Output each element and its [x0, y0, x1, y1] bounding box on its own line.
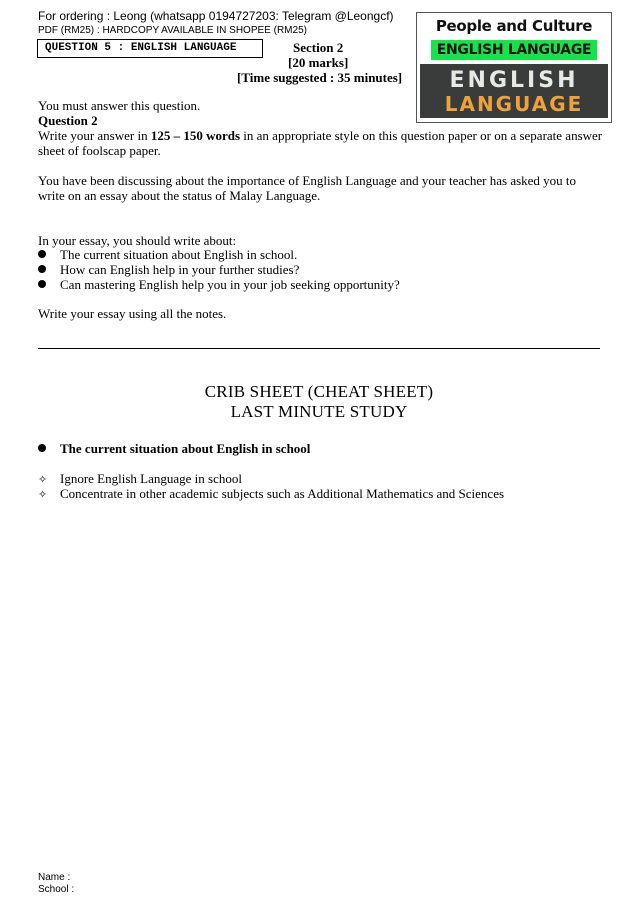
word-count-instruction [38, 128, 603, 158]
essay-intro: In your essay, you should write about: [38, 233, 237, 248]
bullet-icon [38, 265, 46, 273]
time-suggested: [Time suggested : 35 minutes] [237, 70, 403, 85]
question-heading: Question 2 [38, 113, 98, 128]
english-language-logo [416, 12, 612, 123]
list-item: Can mastering English help you in your job seeking opportunity? [38, 277, 400, 293]
bullet-icon [38, 444, 46, 452]
word-range: 125 – 150 words [150, 128, 241, 143]
bullet-icon [38, 250, 46, 258]
list-item: How can English help in your further studies? [38, 262, 299, 278]
crib-title: CRIB SHEET (CHEAT SHEET) [204, 382, 434, 401]
closing-instruction: Write your essay using all the notes. [38, 306, 227, 321]
section-divider [38, 348, 600, 349]
ordering-info: For ordering : Leong (whatsapp 0194727203: Telegram @Leongcf) [38, 9, 394, 23]
chalkboard-image [420, 64, 608, 118]
section-label: Section 2 [293, 40, 344, 55]
crib-section-heading: The current situation about English in school [38, 441, 310, 457]
four-point-star-icon: ✧ [38, 488, 48, 501]
bullet-icon [38, 280, 46, 288]
chalkboard-text-language: LANGUAGE [444, 92, 584, 116]
list-item: The current situation about English in school. [38, 247, 297, 263]
write-prefix: Write your answer in [38, 128, 151, 143]
crib-subtitle: LAST MINUTE STUDY [230, 402, 408, 421]
name-label: Name : [38, 872, 71, 883]
essay-context: You have been discussing about the importance of English Language and your teacher has asked you to write on an essay about the status of Malay Language. [38, 173, 577, 203]
school-label: School : [38, 884, 75, 895]
list-item: ✧ Ignore English Language in school [38, 471, 242, 486]
chalkboard-text-english: ENGLISH [449, 68, 579, 93]
marks-label: [20 marks] [288, 55, 349, 70]
list-item: ✧ Concentrate in other academic subjects such as Additional Mathematics and Sciences [38, 486, 505, 501]
logo-title: People and Culture [435, 17, 593, 35]
four-point-star-icon: ✧ [38, 473, 48, 486]
pdf-info: PDF (RM25) : HARDCOPY AVAILABLE IN SHOPEE (RM25) [38, 25, 307, 36]
must-answer-text: You must answer this question. [38, 98, 201, 113]
question-label-box: QUESTION 5 : ENGLISH LANGUAGE [37, 39, 263, 58]
write-suffix: in an appropriate style on this question paper or on a separate answer sheet of foolscap paper. [38, 128, 603, 158]
logo-subtitle: ENGLISH LANGUAGE [431, 40, 597, 60]
